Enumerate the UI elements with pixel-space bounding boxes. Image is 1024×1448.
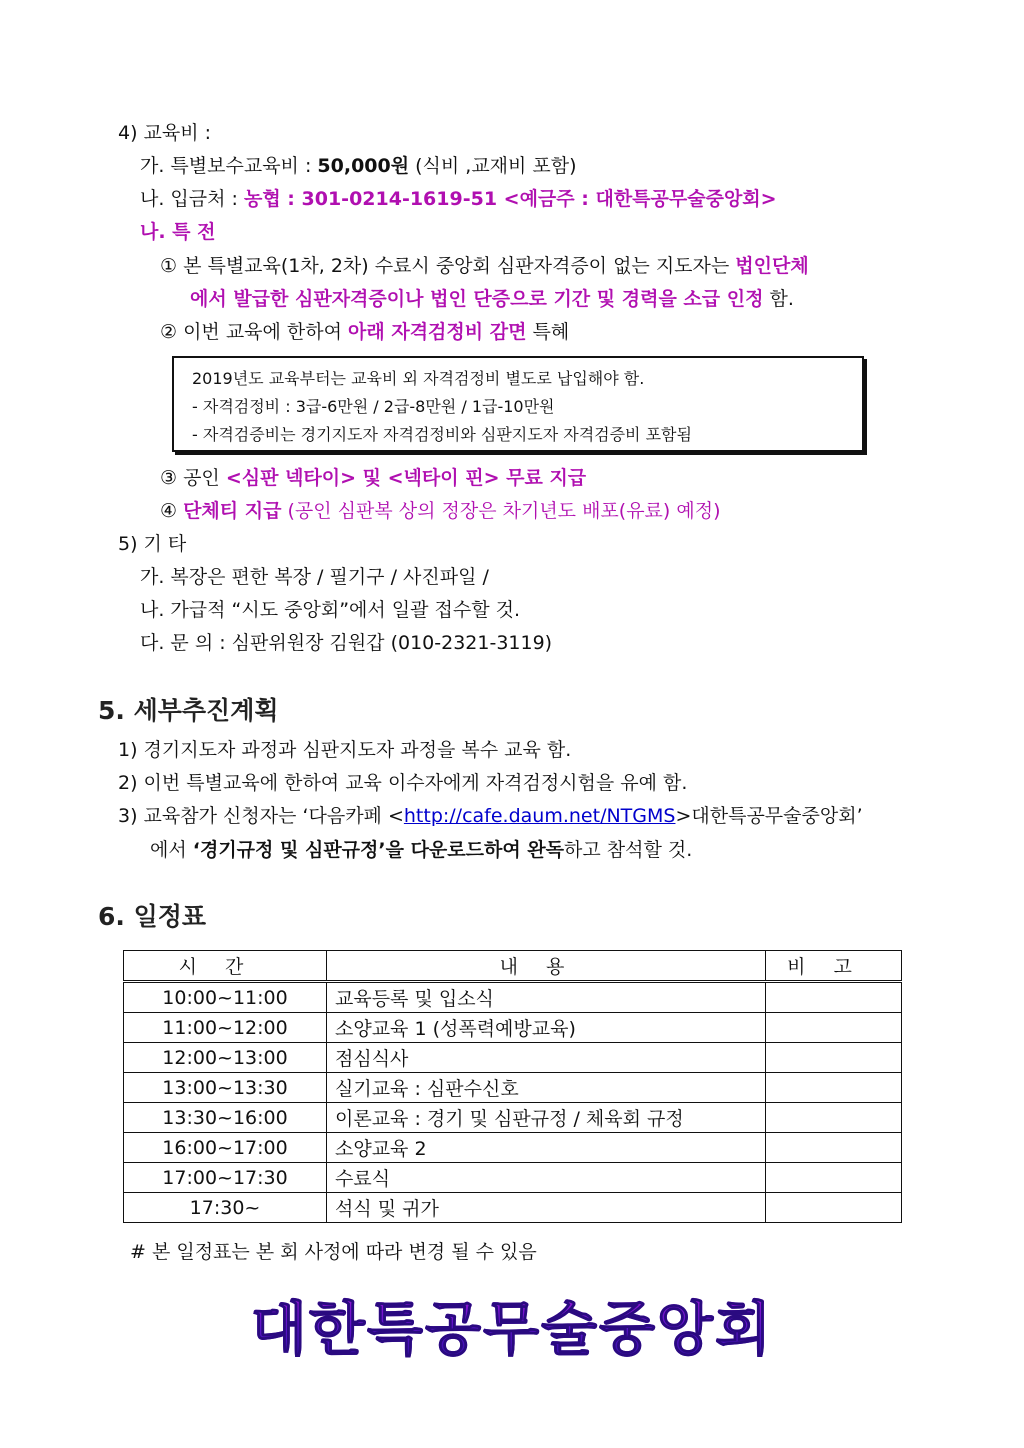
content-cell: 소양교육 2 <box>327 1133 766 1163</box>
table-row <box>124 1103 902 1133</box>
note-cell <box>766 1043 902 1073</box>
note-cell <box>766 1103 902 1133</box>
fee-amount-label: 가. 특별보수교육비 : <box>140 155 318 177</box>
column-header-note: 비고 <box>766 951 902 982</box>
benefit-1-cont-text: 함. <box>763 288 794 310</box>
content-cell: 이론교육 : 경기 및 심판규정 / 체육회 규정 <box>327 1103 766 1133</box>
column-header-content: 내용 <box>327 951 766 982</box>
fee-amount-line <box>140 153 577 179</box>
table-row <box>124 1043 902 1073</box>
plan-3-cont-suffix: 하고 참석할 것. <box>564 839 693 861</box>
column-header-time: 시간 <box>124 951 327 982</box>
benefit-1-text: ① 본 특별교육(1차, 2차) 수료시 중앙회 심판자격증이 없는 지도자는 <box>160 255 736 277</box>
content-cell: 소양교육 1 (성폭력예방교육) <box>327 1013 766 1043</box>
schedule-header-row <box>124 951 902 982</box>
fee-account-line <box>140 186 777 212</box>
benefit-item-1-cont <box>190 286 794 312</box>
benefit-3-highlight: <심판 넥타이> 및 <넥타이 핀> 무료 지급 <box>225 467 587 489</box>
time-cell: 17:00~17:30 <box>124 1163 327 1193</box>
benefit-1-highlight: 법인단체 <box>735 255 809 277</box>
benefit-item-4 <box>160 498 720 524</box>
table-row <box>124 982 902 1013</box>
plan-item-1: 1) 경기지도자 과정과 심판지도자 과정을 복수 교육 함. <box>118 739 572 761</box>
fee-amount-value: 50,000원 <box>317 155 410 177</box>
plan-3-text: 3) 교육참가 신청자는 ‘다음카페 < <box>118 805 404 827</box>
schedule-table <box>123 950 902 1223</box>
cafe-link[interactable]: http://cafe.daum.net/NTGMS <box>403 805 676 827</box>
note-cell <box>766 982 902 1013</box>
benefit-item-2 <box>160 319 569 345</box>
table-row <box>124 1193 902 1223</box>
time-cell: 10:00~11:00 <box>124 982 327 1013</box>
note-cell <box>766 1013 902 1043</box>
exam-fee-notice-box <box>172 356 864 452</box>
benefit-2-suffix: 특혜 <box>526 321 570 343</box>
benefit-item-1 <box>160 253 809 279</box>
time-cell: 16:00~17:00 <box>124 1133 327 1163</box>
benefit-2-text: ② 이번 교육에 한하여 <box>160 321 349 343</box>
fee-heading: 4) 교육비 : <box>118 122 212 144</box>
benefit-4-marker: ④ <box>160 500 184 522</box>
benefit-1-cont-highlight: 에서 발급한 심판자격증이나 법인 단증으로 기간 및 경력을 소급 인정 <box>190 288 764 310</box>
notice-line: 2019년도 교육부터는 교육비 외 자격검정비 별도로 납입해야 함. <box>192 369 645 388</box>
organization-title: 대한특공무술중앙회 <box>0 1282 1024 1366</box>
table-row <box>124 1073 902 1103</box>
misc-heading: 5) 기 타 <box>118 533 187 555</box>
content-cell: 실기교육 : 심판수신호 <box>327 1073 766 1103</box>
plan-3-cont-bold: ‘경기규정 및 심판규정’을 다운로드하여 완독 <box>192 839 565 861</box>
fee-amount-note: (식비 ,교재비 포함) <box>409 155 577 177</box>
content-cell: 점심식사 <box>327 1043 766 1073</box>
time-cell: 13:00~13:30 <box>124 1073 327 1103</box>
plan-item-3-cont <box>150 837 692 863</box>
misc-item-contact: 다. 문 의 : 심판위원장 김원갑 (010-2321-3119) <box>140 632 553 654</box>
benefit-heading: 나. 특 전 <box>140 221 216 243</box>
fee-account-label: 나. 입금처 : <box>140 188 244 210</box>
benefit-4-highlight: 단체티 지급 <box>183 500 282 522</box>
table-row <box>124 1163 902 1193</box>
plan-heading: 5. 세부추진계획 <box>98 696 279 725</box>
schedule-heading: 6. 일정표 <box>98 902 207 931</box>
plan-item-3 <box>118 803 863 829</box>
benefit-2-highlight: 아래 자격검정비 감면 <box>348 321 527 343</box>
schedule-footnote: # 본 일정표는 본 회 사정에 따라 변경 될 수 있음 <box>130 1241 537 1263</box>
plan-item-2: 2) 이번 특별교육에 한하여 교육 이수자에게 자격검정시험을 유예 함. <box>118 772 688 794</box>
table-row <box>124 1133 902 1163</box>
benefit-4-note: (공인 심판복 상의 정장은 차기년도 배포(유료) 예정) <box>281 500 721 522</box>
time-cell: 11:00~12:00 <box>124 1013 327 1043</box>
time-cell: 17:30~ <box>124 1193 327 1223</box>
content-cell: 석식 및 귀가 <box>327 1193 766 1223</box>
notice-line: - 자격검정비 : 3급-6만원 / 2급-8만원 / 1급-10만원 <box>192 397 555 416</box>
note-cell <box>766 1133 902 1163</box>
time-cell: 13:30~16:00 <box>124 1103 327 1133</box>
note-cell <box>766 1073 902 1103</box>
content-cell: 교육등록 및 입소식 <box>327 982 766 1013</box>
notice-line: - 자격검증비는 경기지도자 자격검정비와 심판지도자 자격검증비 포함됨 <box>192 425 692 444</box>
plan-3-cont-text: 에서 <box>150 839 193 861</box>
table-row <box>124 1013 902 1043</box>
note-cell <box>766 1163 902 1193</box>
plan-3-text-end: >대한특공무술중앙회’ <box>675 805 863 827</box>
benefit-3-text: ③ 공인 <box>160 467 226 489</box>
misc-item-dress: 가. 복장은 편한 복장 / 필기구 / 사진파일 / <box>140 566 489 588</box>
time-cell: 12:00~13:00 <box>124 1043 327 1073</box>
content-cell: 수료식 <box>327 1163 766 1193</box>
fee-account-value: 농협 : 301-0214-1619-51 <예금주 : 대한특공무술중앙회> <box>243 188 777 210</box>
benefit-item-3 <box>160 465 586 491</box>
misc-item-registration: 나. 가급적 “시도 중앙회”에서 일괄 접수할 것. <box>140 599 521 621</box>
note-cell <box>766 1193 902 1223</box>
